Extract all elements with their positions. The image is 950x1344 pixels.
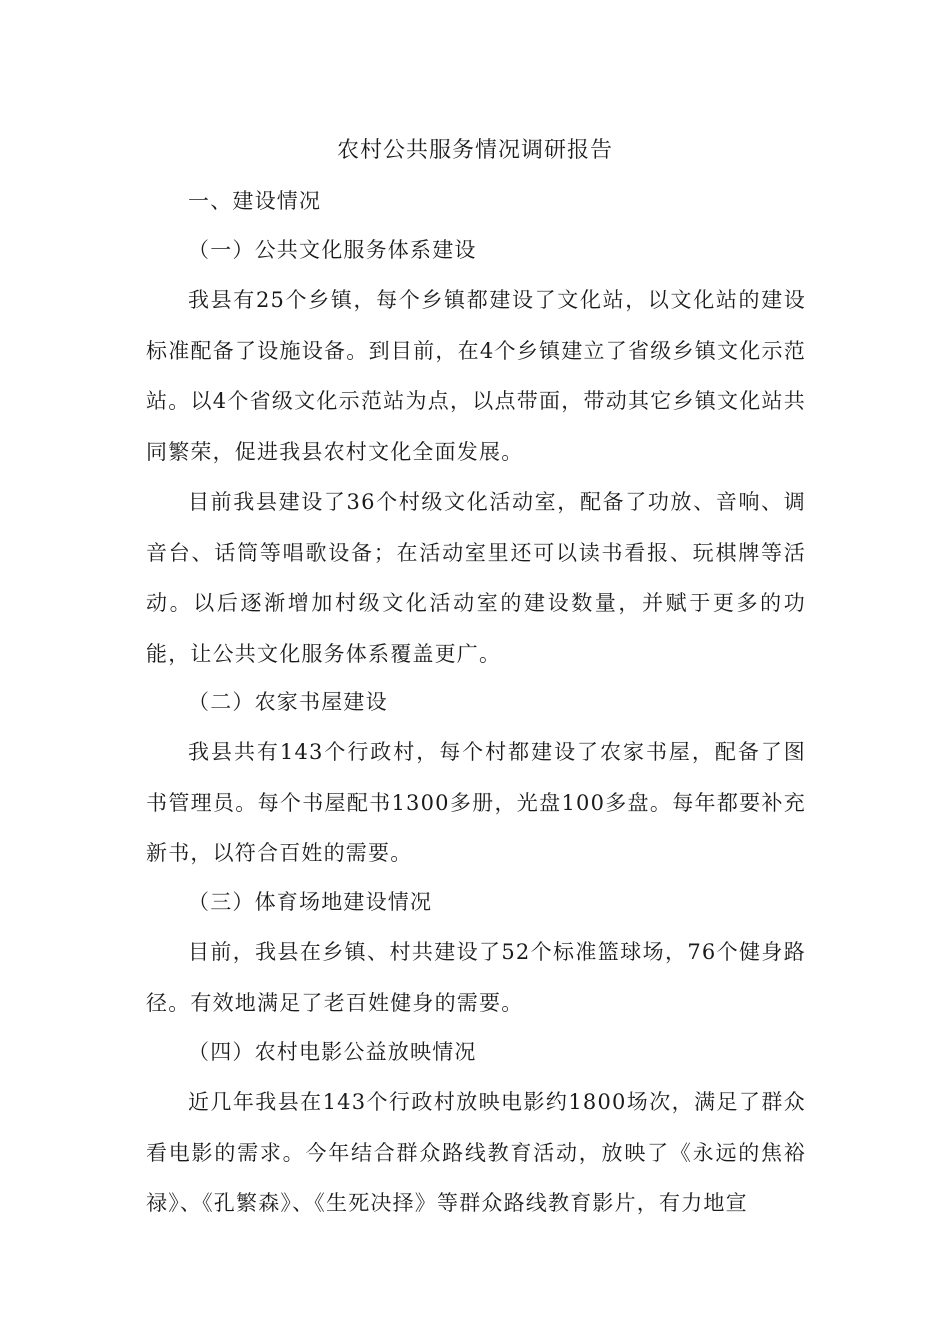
paragraph-rural-film: 近几年我县在143个行政村放映电影约1800场次，满足了群众看电影的需求。今年结合群众路线教育活动，放映了《永远的焦裕禄》、《孔繁森》、《生死决择》等群众路线教育影片，有力地宣 [146, 1090, 806, 1215]
paragraph-farmhouse-library: 我县共有143个行政村，每个村都建设了农家书屋，配备了图书管理员。每个书屋配书1300多册，光盘100多盘。每年都要补充新书，以符合百姓的需要。 [146, 740, 806, 865]
subsection-heading-farmhouse-library: （二）农家书屋建设 [188, 690, 388, 714]
paragraph-activity-rooms: 目前我县建设了36个村级文化活动室，配备了功放、音响、调音台、话筒等唱歌设备；在活动室里还可以读书看报、玩棋牌等活动。以后逐渐增加村级文化活动室的建设数量，并赋于更多的功能，让公共文化服务体系覆盖更广。 [146, 490, 806, 666]
subsection-heading-public-culture: （一）公共文化服务体系建设 [188, 238, 477, 262]
document-title: 农村公共服务情况调研报告 [336, 138, 613, 163]
subsection-heading-rural-film: （四）农村电影公益放映情况 [188, 1040, 477, 1064]
paragraph-culture-stations: 我县有25个乡镇，每个乡镇都建设了文化站，以文化站的建设标准配备了设施设备。到目前，在4个乡镇建立了省级乡镇文化示范站。以4个省级文化示范站为点，以点带面，带动其它乡镇文化站共同繁荣，促进我县农村文化全面发展。 [146, 288, 806, 464]
subsection-heading-sports-venues: （三）体育场地建设情况 [188, 890, 433, 914]
section-heading-construction: 一、建设情况 [188, 189, 322, 213]
paragraph-sports-venues: 目前，我县在乡镇、村共建设了52个标准篮球场，76个健身路径。有效地满足了老百姓健身的需要。 [146, 940, 806, 1015]
